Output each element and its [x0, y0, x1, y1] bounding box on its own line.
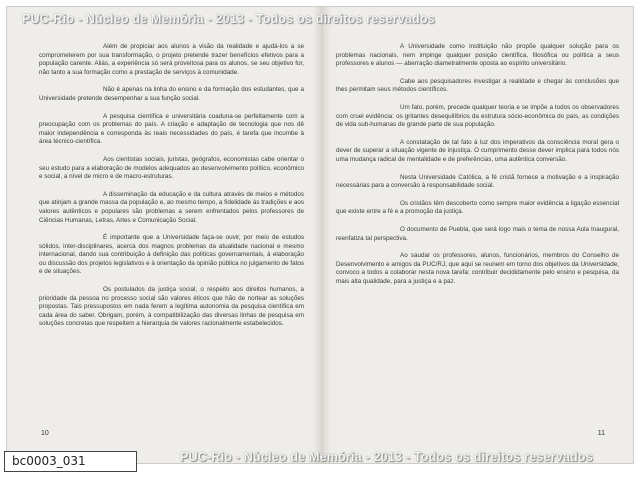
- paragraph: A pesquisa científica e universitária coaduna-se perfeitamente com a preocupação com os problemas do país. A criação e adaptação de tecnologia que nos dê maior independência e corresponda às reais necessidades do país, é tarefa que incumbe à área técnico-científica.: [39, 112, 304, 146]
- left-page: [7, 7, 322, 463]
- paragraph: Os postulados da justiça social, o respeito aos direitos humanos, a prioridade da pessoa no processo social são valores éticos que hão de nortear as soluções propostas. Tais pressupostos em nada ferem a legítima autonomia da pesquisa científica em cada área do saber. Obrigam, porém, à compatibilização das diversas linhas de pesquisa em soluções concretas que respeitem a hierarquia de valores racionalmente estabelecidos.: [39, 286, 304, 328]
- paragraph: Nesta Universidade Católica, a fé cristã fornece a motivação e a inspiração necessárias para a conversão à responsabilidade social.: [336, 173, 619, 190]
- watermark-top: PUC-Rio - Núcleo de Memória - 2013 - Todos os direitos reservados: [22, 12, 435, 26]
- paragraph: Aos cientistas sociais, juristas, geógrafos, economistas cabe orientar o seu estudo para a elaboração de modelos adequados ao desenvolvimento político, econômico e social, a nível de micro e de macro-estruturas.: [39, 155, 304, 181]
- left-page-text: [39, 43, 304, 329]
- paragraph: Não é apenas na linha do ensino e da formação dos estudantes, que a Universidade pretende desempenhar a sua função social.: [39, 86, 304, 102]
- paragraph: O documento de Puebla, que será logo mais o tema de nossa Aula Inaugural, reenfatiza tal perspectiva.: [336, 225, 619, 242]
- page-number-left: 10: [41, 430, 49, 437]
- paragraph: Os cristãos têm descoberto como sempre maior evidência a ligação essencial que existe entre a fé e a promoção da justiça.: [336, 199, 619, 216]
- watermark-bottom: PUC-Rio - Núcleo de Memória - 2013 - Todos os direitos reservados: [180, 450, 593, 464]
- page-number-right: 11: [597, 430, 605, 437]
- right-page: [322, 7, 633, 463]
- paragraph: Cabe aos pesquisadores investigar a realidade e chegar às conclusões que lhes permitam seus métodos científicos.: [336, 77, 619, 94]
- paragraph: A constatação de tal fato à luz dos imperativos da consciência moral gera o dever de superar a situação vigente de injustiça. O cumprimento desse dever implica para todos nós uma mudança radical de mentalidade e de preferências, uma autêntica conversão.: [336, 138, 619, 163]
- image-id-label: bc0003_031: [4, 451, 137, 472]
- paragraph: É importante que a Universidade faça-se ouvir, por meio de estudos sólidos, inter-disciplinares, acerca dos magnos problemas da atualidade nacional e mesmo internacional, dando sua contribuição à definição das políticas governamentais, à elaboração ou discussão dos projetos legislativos e à orientação da opinião pública no julgamento de fatos e de situações.: [39, 234, 304, 276]
- book-spread: [6, 6, 634, 464]
- paragraph: Ao saudar os professores, alunos, funcionários, membros do Conselho de Desenvolvimento e amigos da PUC/RJ, que aqui se reunem em torno dos objetivos da Universidade, convoco a todos a colaborar nesta nova tarefa: contribuir decididamente pelo ensino e pesquisa, da mais alta qualidade, para a justiça e a paz.: [336, 252, 619, 285]
- paragraph: A disseminação da educação e da cultura através de meios e métodos que atinjam a grande massa da população e, ao mesmo tempo, a fidelidade às tradições e aos valores autênticos e populares são problemas a serem enfrentados pelos professores de Ciências Humanas, Letras, Artes e Comunicação Social.: [39, 190, 304, 224]
- paragraph: Além de propiciar aos alunos a visão da realidade e ajudá-los a se comprometerem por sua transformação, o projeto pretende trazer benefícios efetivos para a população carente. Aliás, a experiência só será proveitosa para os alunos, se seu objetivo for, não tanto a sua formação como a prestação de serviços à comunidade.: [39, 43, 304, 76]
- right-page-text: [336, 43, 619, 286]
- paragraph: A Universidade como instituição não propõe qualquer solução para os problemas nacionais, nem impinge qualquer posição científica, filosófica ou política a seus professores e alunos — aberração diametralmente oposta ao espírito universitário.: [336, 43, 619, 68]
- paragraph: Um fato, porém, precede qualquer teoria e se impõe a todos os observadores com cruel evidência: os gritantes desequilíbrios da estrutura sócio-econômica do país, as condições de vida sub-humanas de grande parte de sua população.: [336, 103, 619, 129]
